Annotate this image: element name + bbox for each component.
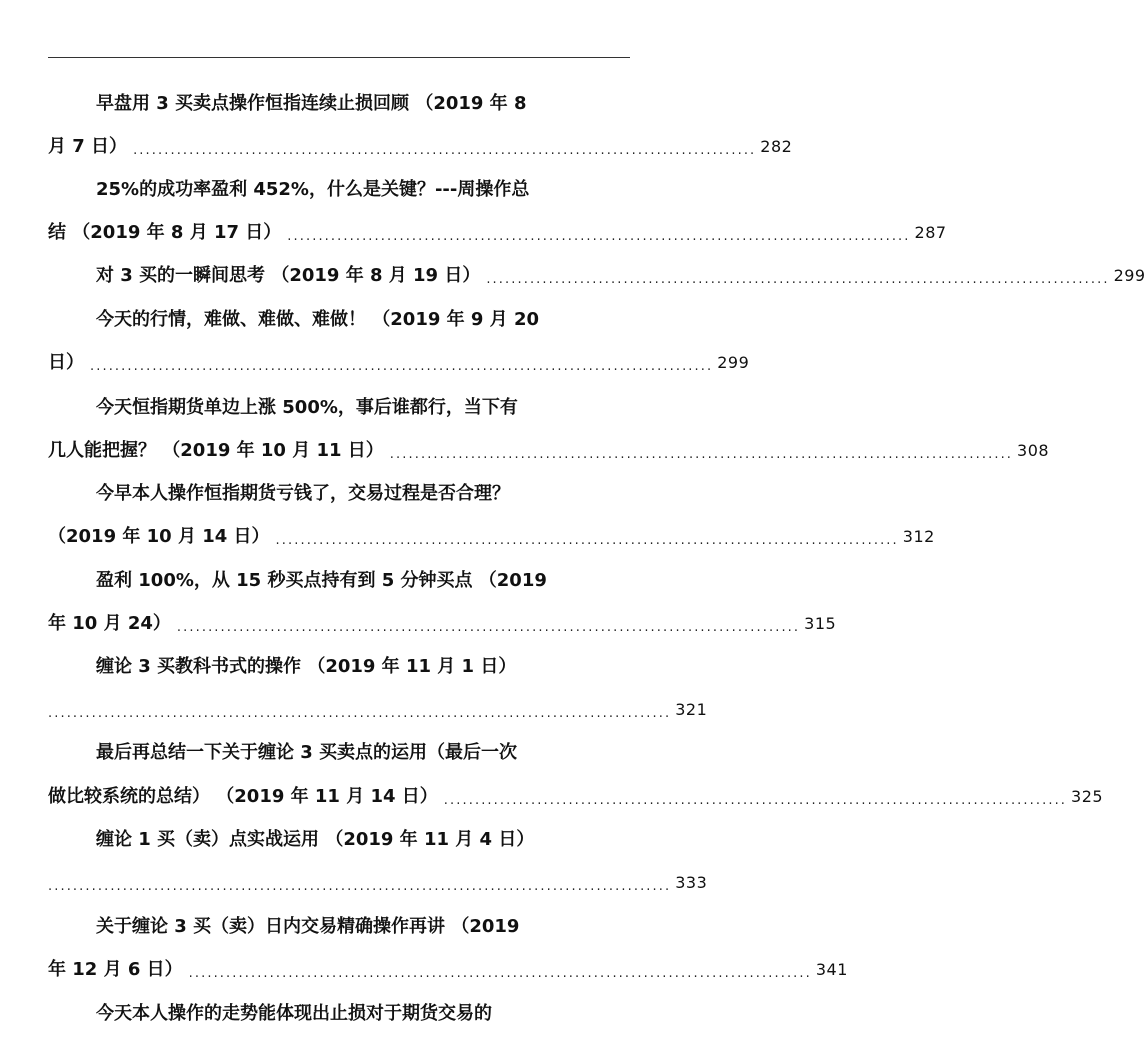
toc-entry-title[interactable]: 今天本人操作的走势能体现出止损对于期货交易的 xyxy=(96,1003,492,1024)
toc-entry-line[interactable]: 年 12 月 6 日） .................................................................................................... 341 xyxy=(48,955,626,985)
dot-leader: .................................................................................................... xyxy=(389,447,1014,462)
toc-entry-title[interactable]: 缠论 1 买（卖）点实战运用 （2019 年 11 月 4 日） xyxy=(96,829,535,850)
page-number: 299 xyxy=(717,353,750,372)
dot-leader: .................................................................................................... xyxy=(443,793,1068,808)
toc-entry-title[interactable]: 缠论 3 买教科书式的操作 （2019 年 11 月 1 日） xyxy=(96,656,517,677)
dot-leader: .................................................................................................... xyxy=(486,272,1110,287)
toc-entry-title[interactable]: 关于缠论 3 买（卖）日内交易精确操作再讲 （2019 xyxy=(96,916,520,937)
toc-entry-line[interactable]: 做比较系统的总结） （2019 年 11 月 14 日） .................................................................................................... 325 xyxy=(48,782,626,812)
toc-entry-line[interactable]: （2019 年 10 月 14 日） .................................................................................................... 312 xyxy=(48,522,626,552)
toc-entry-title[interactable]: 最后再总结一下关于缠论 3 买卖点的运用（最后一次 xyxy=(96,742,518,763)
page-number: 321 xyxy=(675,700,708,719)
toc-entry-line[interactable]: 月 7 日） .................................................................................................... 282 xyxy=(48,132,626,162)
toc-entry-line[interactable]: 几人能把握？ （2019 年 10 月 11 日） .................................................................................................... 308 xyxy=(48,436,626,466)
toc-entry-title[interactable]: 25%的成功率盈利 452%，什么是关键？---周操作总 xyxy=(96,179,530,200)
page-number: 287 xyxy=(914,223,947,242)
dot-leader: .................................................................................................... xyxy=(188,966,812,981)
toc-entry-line[interactable]: 年 10 月 24） .................................................................................................... 315 xyxy=(48,609,626,639)
toc-entry-title[interactable]: 早盘用 3 买卖点操作恒指连续止损回顾 （2019 年 8 xyxy=(96,93,527,114)
toc-entry-line[interactable]: 日） .................................................................................................... 299 xyxy=(48,348,626,378)
page-number: 341 xyxy=(815,960,848,979)
dot-leader: .................................................................................................... xyxy=(176,620,801,635)
toc-entry-line[interactable] xyxy=(48,695,708,725)
page-number: 333 xyxy=(675,873,708,892)
toc-entry-line[interactable]: 对 3 买的一瞬间思考 （2019 年 8 月 19 日） .................................................................................................... 299 xyxy=(48,261,626,291)
dot-leader: .................................................................................................... xyxy=(90,359,714,374)
toc-entry-line[interactable] xyxy=(48,868,708,898)
dot-leader: .................................................................................................... xyxy=(287,229,911,244)
toc-entry-line[interactable]: 结 （2019 年 8 月 17 日） .................................................................................................... 287 xyxy=(48,218,626,248)
toc-entry-title[interactable]: 今天恒指期货单边上涨 500%，事后谁都行，当下有 xyxy=(96,397,518,418)
page-number: 312 xyxy=(902,527,935,546)
page-number: 325 xyxy=(1071,787,1104,806)
toc-entry-title[interactable]: 今早本人操作恒指期货亏钱了，交易过程是否合理？ xyxy=(96,483,510,504)
page-number: 315 xyxy=(804,614,837,633)
toc-entry-title[interactable]: 盈利 100%，从 15 秒买点持有到 5 分钟买点 （2019 xyxy=(96,570,547,591)
header-rule xyxy=(48,57,630,58)
page-number: 282 xyxy=(760,137,793,156)
dot-leader: .................................................................................................... xyxy=(48,706,672,721)
dot-leader: .................................................................................................... xyxy=(48,879,672,894)
dot-leader: .................................................................................................... xyxy=(133,143,757,158)
page-number: 308 xyxy=(1017,441,1050,460)
toc-entry-title[interactable]: 今天的行情，难做、难做、难做！ （2019 年 9 月 20 xyxy=(96,309,540,330)
dot-leader: .................................................................................................... xyxy=(275,533,899,548)
page-number: 299 xyxy=(1113,266,1146,285)
